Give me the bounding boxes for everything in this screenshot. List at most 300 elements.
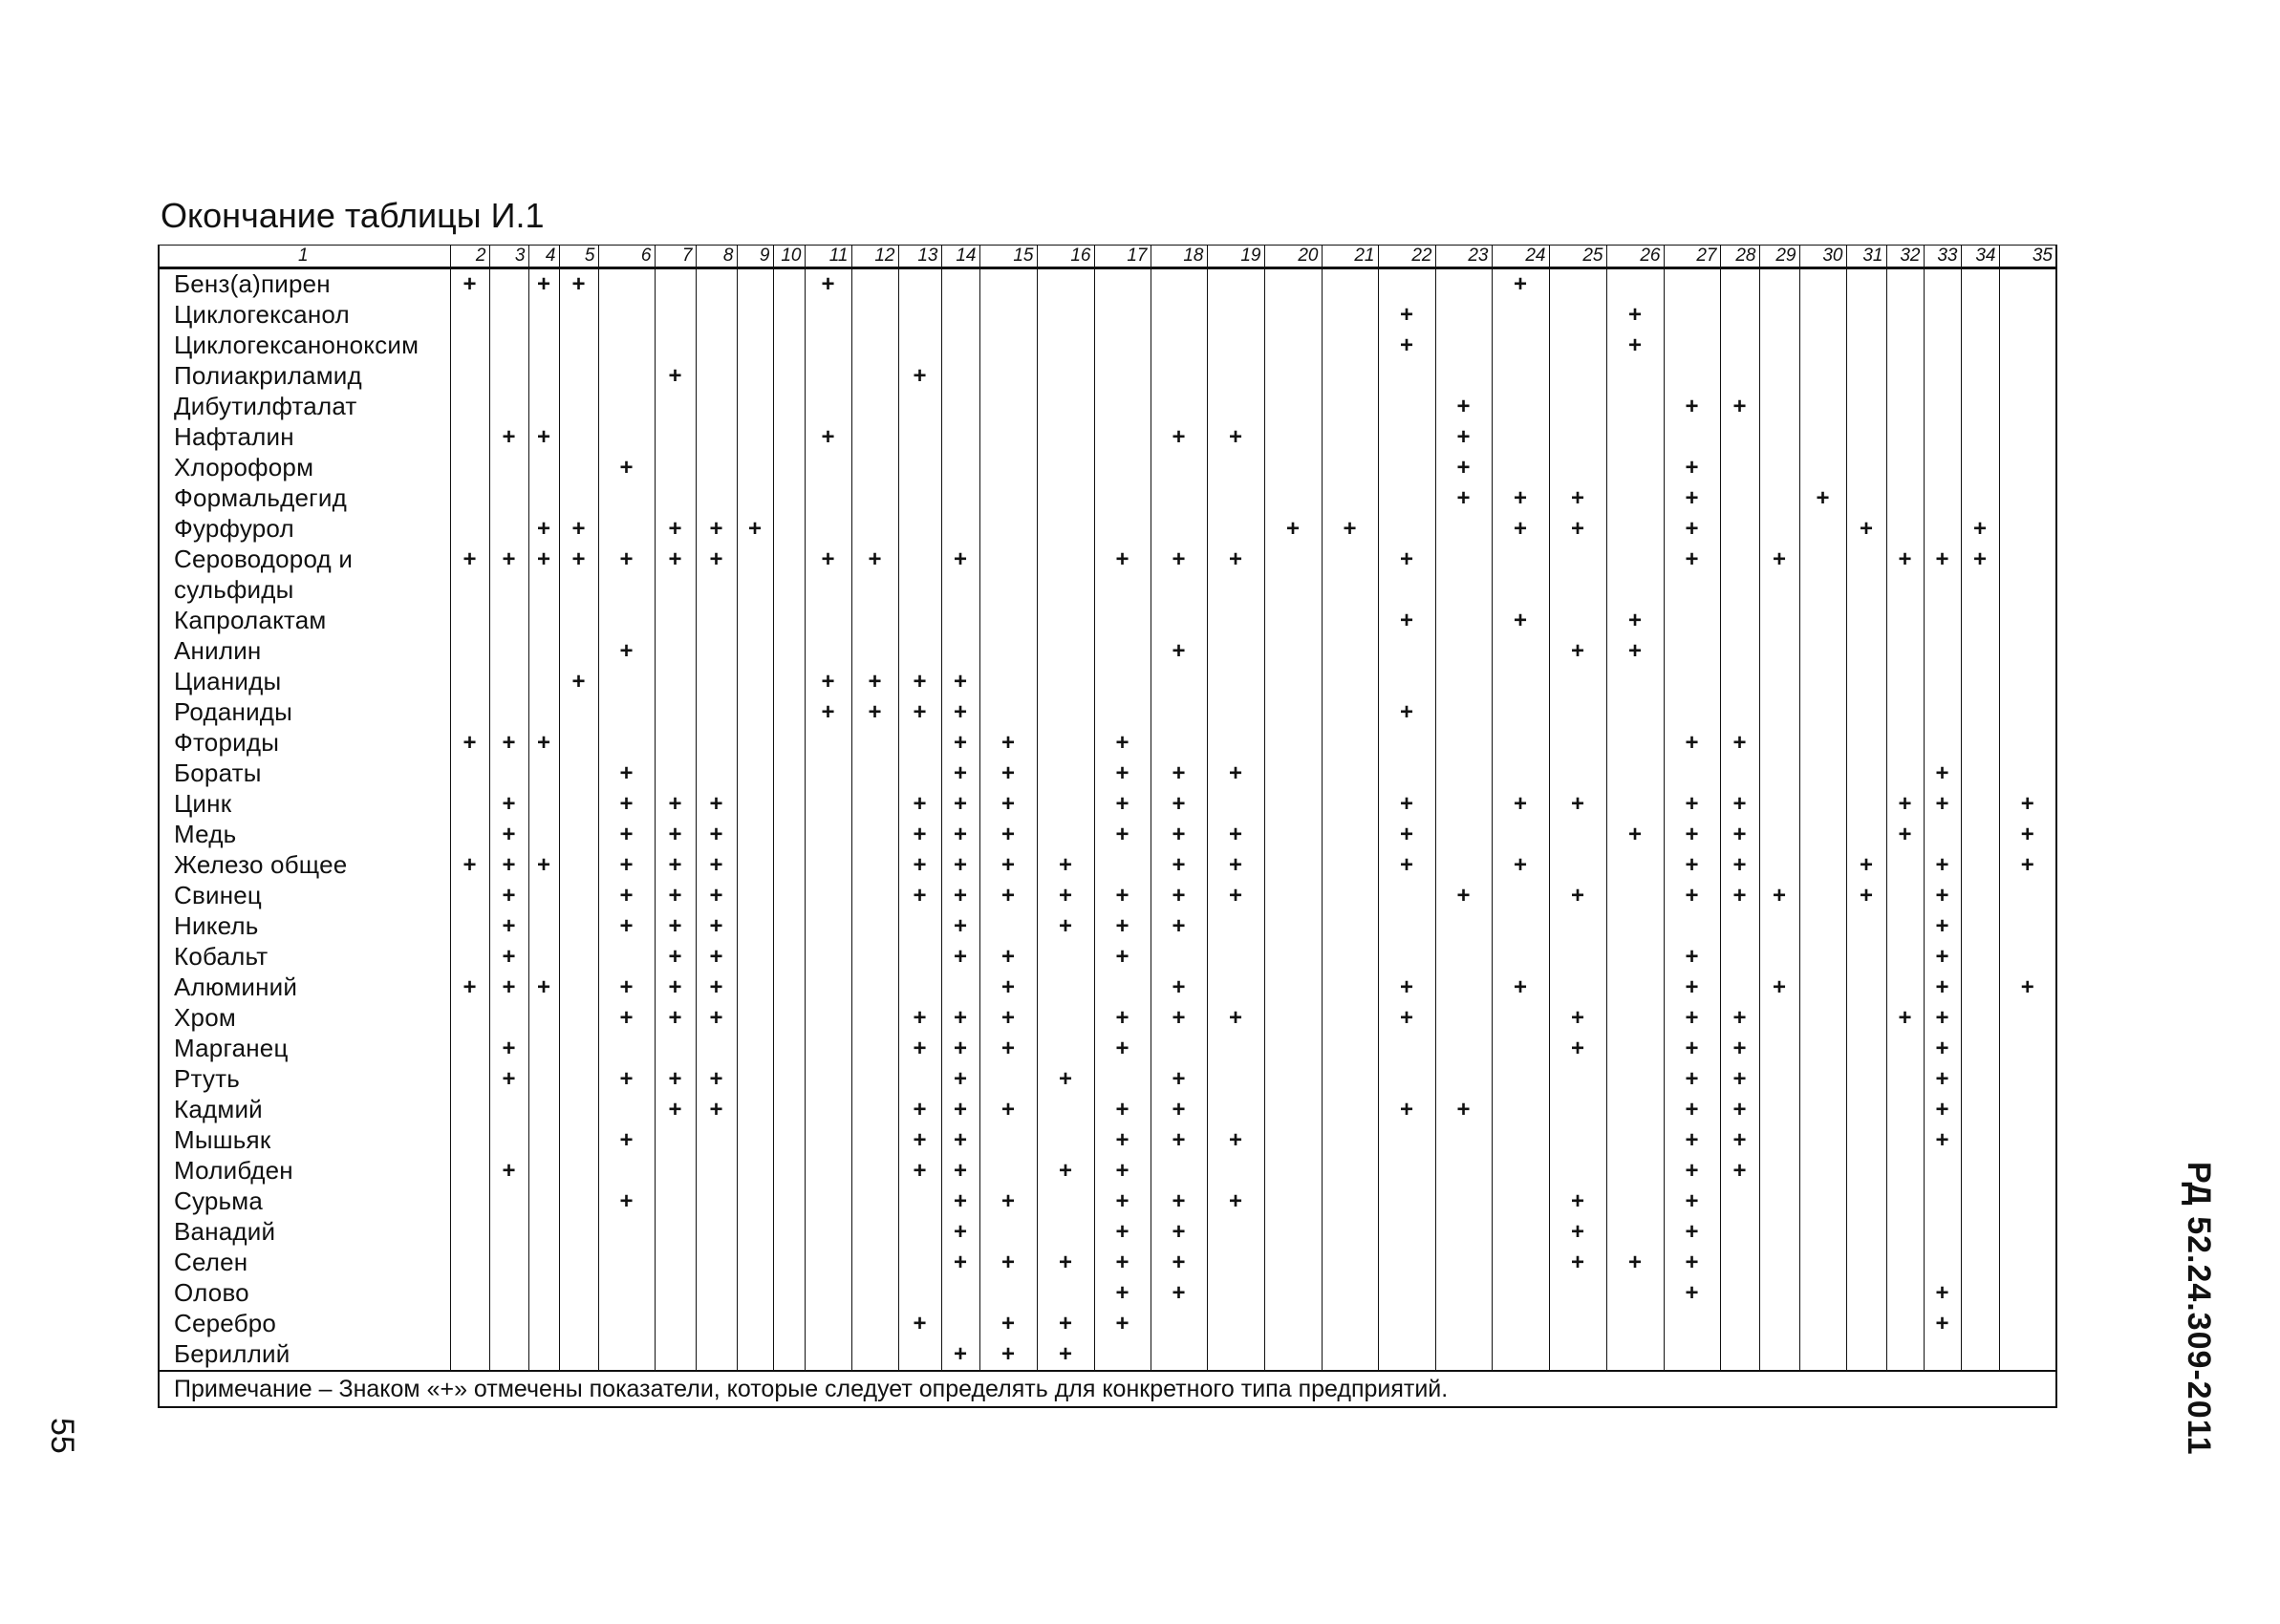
empty-cell (805, 1003, 851, 1034)
empty-cell (898, 268, 941, 301)
empty-cell (1549, 667, 1606, 697)
plus-mark: + (1664, 1034, 1720, 1064)
plus-mark: + (1664, 1003, 1720, 1034)
empty-cell (1606, 422, 1664, 453)
empty-cell (1037, 575, 1094, 606)
empty-cell (851, 300, 898, 331)
empty-cell (1492, 392, 1549, 422)
empty-cell (1886, 483, 1924, 514)
plus-mark: + (805, 545, 851, 575)
empty-cell (696, 697, 737, 728)
empty-cell (737, 331, 773, 361)
empty-cell (1846, 697, 1886, 728)
empty-cell (979, 606, 1037, 636)
empty-cell (1720, 911, 1759, 942)
plus-mark: + (1999, 850, 2056, 881)
empty-cell (528, 361, 559, 392)
empty-cell (1799, 942, 1846, 972)
empty-cell (528, 300, 559, 331)
plus-mark: + (598, 972, 655, 1003)
empty-cell (1435, 1064, 1492, 1095)
plus-mark: + (979, 942, 1037, 972)
empty-cell (1151, 728, 1207, 759)
empty-cell (1999, 1034, 2056, 1064)
empty-cell (1378, 453, 1435, 483)
empty-cell (1207, 911, 1264, 942)
plus-mark: + (1549, 1186, 1606, 1217)
empty-cell (1207, 361, 1264, 392)
empty-cell (1886, 850, 1924, 881)
plus-mark: + (1720, 881, 1759, 911)
empty-cell (941, 422, 979, 453)
plus-mark: + (1094, 1217, 1151, 1248)
empty-cell (1924, 1217, 1961, 1248)
empty-cell (737, 453, 773, 483)
empty-cell (559, 728, 598, 759)
indicator-name: Капролактам (159, 606, 450, 636)
empty-cell (1378, 942, 1435, 972)
empty-cell (598, 483, 655, 514)
plus-mark: + (489, 422, 528, 453)
empty-cell (528, 1003, 559, 1034)
empty-cell (1322, 759, 1378, 789)
plus-mark: + (1886, 820, 1924, 850)
indicator-name: Формальдегид (159, 483, 450, 514)
empty-cell (655, 453, 696, 483)
empty-cell (979, 453, 1037, 483)
empty-cell (528, 1309, 559, 1339)
empty-cell (1720, 361, 1759, 392)
empty-cell (450, 911, 489, 942)
empty-cell (1924, 697, 1961, 728)
empty-cell (1606, 1278, 1664, 1309)
empty-cell (898, 1064, 941, 1095)
plus-mark: + (655, 1003, 696, 1034)
plus-mark: + (528, 268, 559, 301)
indicator-name: Сурьма (159, 1186, 450, 1217)
indicator-name: Дибутилфталат (159, 392, 450, 422)
empty-cell (528, 942, 559, 972)
plus-mark: + (979, 1186, 1037, 1217)
empty-cell (559, 331, 598, 361)
empty-cell (1549, 697, 1606, 728)
plus-mark: + (1151, 1217, 1207, 1248)
document-code: РД 52.24.309-2011 (2181, 1162, 2217, 1456)
empty-cell (1549, 1278, 1606, 1309)
empty-cell (1264, 392, 1322, 422)
plus-mark: + (1606, 1248, 1664, 1278)
empty-cell (489, 331, 528, 361)
table-row (159, 820, 2056, 850)
empty-cell (598, 300, 655, 331)
indicator-name: Бериллий (159, 1339, 450, 1371)
empty-cell (773, 1186, 805, 1217)
empty-cell (1435, 1309, 1492, 1339)
empty-cell (898, 759, 941, 789)
empty-cell (898, 911, 941, 942)
empty-cell (1492, 453, 1549, 483)
empty-cell (1037, 759, 1094, 789)
empty-cell (1961, 759, 1999, 789)
empty-cell (1720, 606, 1759, 636)
empty-cell (655, 300, 696, 331)
empty-cell (1322, 1278, 1378, 1309)
plus-mark: + (450, 268, 489, 301)
empty-cell (1886, 331, 1924, 361)
empty-cell (655, 392, 696, 422)
plus-mark: + (1664, 1278, 1720, 1309)
empty-cell (1961, 1248, 1999, 1278)
empty-cell (1322, 1034, 1378, 1064)
empty-cell (1961, 1278, 1999, 1309)
indicators-table (158, 245, 2057, 1408)
empty-cell (1435, 300, 1492, 331)
plus-mark: + (1924, 1095, 1961, 1125)
empty-cell (1264, 1217, 1322, 1248)
empty-cell (1799, 728, 1846, 759)
indicator-name: Кобальт (159, 942, 450, 972)
plus-mark: + (1094, 1095, 1151, 1125)
empty-cell (1094, 667, 1151, 697)
empty-cell (1799, 392, 1846, 422)
empty-cell (1999, 728, 2056, 759)
empty-cell (559, 759, 598, 789)
column-number: 8 (696, 246, 737, 268)
plus-mark: + (696, 789, 737, 820)
empty-cell (559, 1034, 598, 1064)
empty-cell (1378, 1125, 1435, 1156)
plus-mark: + (898, 850, 941, 881)
table-row (159, 1278, 2056, 1309)
plus-mark: + (528, 850, 559, 881)
empty-cell (1961, 1217, 1999, 1248)
empty-cell (489, 697, 528, 728)
empty-cell (805, 789, 851, 820)
empty-cell (559, 422, 598, 453)
empty-cell (1435, 575, 1492, 606)
plus-mark: + (1094, 1003, 1151, 1034)
empty-cell (598, 361, 655, 392)
empty-cell (1846, 728, 1886, 759)
plus-mark: + (1207, 881, 1264, 911)
plus-mark: + (1378, 331, 1435, 361)
empty-cell (1378, 1248, 1435, 1278)
column-number: 13 (898, 246, 941, 268)
empty-cell (1664, 636, 1720, 667)
plus-mark: + (559, 667, 598, 697)
plus-mark: + (598, 636, 655, 667)
plus-mark: + (655, 850, 696, 881)
empty-cell (1664, 361, 1720, 392)
plus-mark: + (1492, 789, 1549, 820)
empty-cell (1846, 392, 1886, 422)
empty-cell (1799, 361, 1846, 392)
empty-cell (1846, 1309, 1886, 1339)
empty-cell (1961, 1125, 1999, 1156)
empty-cell (1961, 361, 1999, 392)
plus-mark: + (528, 545, 559, 575)
empty-cell (528, 697, 559, 728)
empty-cell (898, 1339, 941, 1371)
plus-mark: + (1606, 636, 1664, 667)
empty-cell (737, 606, 773, 636)
empty-cell (1264, 545, 1322, 575)
plus-mark: + (1924, 850, 1961, 881)
indicator-name: Цианиды (159, 667, 450, 697)
plus-mark: + (898, 789, 941, 820)
empty-cell (1664, 422, 1720, 453)
empty-cell (1759, 453, 1799, 483)
empty-cell (450, 789, 489, 820)
plus-mark: + (1924, 1309, 1961, 1339)
empty-cell (559, 606, 598, 636)
empty-cell (1886, 1095, 1924, 1125)
empty-cell (773, 820, 805, 850)
empty-cell (655, 606, 696, 636)
empty-cell (898, 728, 941, 759)
empty-cell (1886, 361, 1924, 392)
column-number: 9 (737, 246, 773, 268)
empty-cell (851, 789, 898, 820)
empty-cell (1961, 606, 1999, 636)
empty-cell (941, 1278, 979, 1309)
empty-cell (1151, 514, 1207, 545)
empty-cell (1606, 545, 1664, 575)
empty-cell (1961, 268, 1999, 301)
empty-cell (1207, 483, 1264, 514)
empty-cell (1846, 606, 1886, 636)
empty-cell (851, 1217, 898, 1248)
plus-mark: + (1322, 514, 1378, 545)
empty-cell (851, 881, 898, 911)
empty-cell (773, 575, 805, 606)
empty-cell (1606, 1309, 1664, 1339)
empty-cell (559, 1156, 598, 1186)
empty-cell (851, 453, 898, 483)
empty-cell (898, 1217, 941, 1248)
plus-mark: + (1924, 942, 1961, 972)
empty-cell (528, 453, 559, 483)
empty-cell (1799, 697, 1846, 728)
empty-cell (805, 1217, 851, 1248)
column-number: 34 (1961, 246, 1999, 268)
empty-cell (528, 1125, 559, 1156)
empty-cell (1999, 1248, 2056, 1278)
empty-cell (1264, 1095, 1322, 1125)
plus-mark: + (1720, 850, 1759, 881)
empty-cell (1492, 361, 1549, 392)
empty-cell (1322, 453, 1378, 483)
empty-cell (1759, 820, 1799, 850)
empty-cell (1720, 453, 1759, 483)
empty-cell (1924, 268, 1961, 301)
empty-cell (1759, 483, 1799, 514)
plus-mark: + (655, 361, 696, 392)
empty-cell (737, 820, 773, 850)
empty-cell (737, 268, 773, 301)
plus-mark: + (1378, 697, 1435, 728)
empty-cell (696, 331, 737, 361)
plus-mark: + (1664, 392, 1720, 422)
empty-cell (805, 1034, 851, 1064)
empty-cell (1264, 881, 1322, 911)
empty-cell (1492, 697, 1549, 728)
table-row (159, 545, 2056, 575)
table-row (159, 392, 2056, 422)
column-number: 3 (489, 246, 528, 268)
plus-mark: + (941, 1339, 979, 1371)
plus-mark: + (898, 361, 941, 392)
plus-mark: + (489, 1156, 528, 1186)
empty-cell (1720, 1339, 1759, 1371)
empty-cell (1492, 575, 1549, 606)
plus-mark: + (1549, 1003, 1606, 1034)
empty-cell (1606, 1064, 1664, 1095)
plus-mark: + (1664, 1095, 1720, 1125)
plus-mark: + (598, 1186, 655, 1217)
empty-cell (1999, 1309, 2056, 1339)
empty-cell (1886, 1278, 1924, 1309)
empty-cell (489, 606, 528, 636)
empty-cell (805, 1339, 851, 1371)
empty-cell (1606, 1339, 1664, 1371)
empty-cell (1264, 820, 1322, 850)
plus-mark: + (598, 545, 655, 575)
column-number: 25 (1549, 246, 1606, 268)
empty-cell (737, 636, 773, 667)
empty-cell (1492, 1156, 1549, 1186)
empty-cell (489, 1278, 528, 1309)
empty-cell (737, 972, 773, 1003)
plus-mark: + (489, 728, 528, 759)
plus-mark: + (489, 972, 528, 1003)
empty-cell (1207, 1309, 1264, 1339)
plus-mark: + (1094, 1278, 1151, 1309)
empty-cell (450, 636, 489, 667)
empty-cell (1759, 268, 1799, 301)
empty-cell (1606, 575, 1664, 606)
empty-cell (1799, 636, 1846, 667)
empty-cell (1322, 850, 1378, 881)
indicator-name: Полиакриламид (159, 361, 450, 392)
plus-mark: + (898, 1156, 941, 1186)
plus-mark: + (1664, 820, 1720, 850)
plus-mark: + (979, 759, 1037, 789)
plus-mark: + (1094, 1248, 1151, 1278)
plus-mark: + (1846, 881, 1886, 911)
empty-cell (1549, 422, 1606, 453)
empty-cell (559, 942, 598, 972)
empty-cell (450, 1309, 489, 1339)
empty-cell (1606, 667, 1664, 697)
empty-cell (559, 1248, 598, 1278)
empty-cell (1037, 1034, 1094, 1064)
empty-cell (1924, 1339, 1961, 1371)
column-number: 26 (1606, 246, 1664, 268)
plus-mark: + (1664, 881, 1720, 911)
empty-cell (1759, 1309, 1799, 1339)
empty-cell (1037, 453, 1094, 483)
column-number: 2 (450, 246, 489, 268)
plus-mark: + (1664, 728, 1720, 759)
empty-cell (655, 1217, 696, 1248)
plus-mark: + (851, 697, 898, 728)
empty-cell (559, 1003, 598, 1034)
empty-cell (737, 483, 773, 514)
indicator-name: Алюминий (159, 972, 450, 1003)
empty-cell (1094, 361, 1151, 392)
empty-cell (1799, 1278, 1846, 1309)
empty-cell (805, 483, 851, 514)
empty-cell (941, 606, 979, 636)
table-row (159, 300, 2056, 331)
empty-cell (1606, 453, 1664, 483)
plus-mark: + (598, 759, 655, 789)
plus-mark: + (851, 667, 898, 697)
empty-cell (773, 606, 805, 636)
empty-cell (1435, 1156, 1492, 1186)
empty-cell (1886, 514, 1924, 545)
empty-cell (1886, 1217, 1924, 1248)
empty-cell (559, 972, 598, 1003)
empty-cell (1720, 1309, 1759, 1339)
table-row (159, 483, 2056, 514)
plus-mark: + (696, 545, 737, 575)
empty-cell (1961, 453, 1999, 483)
empty-cell (1037, 331, 1094, 361)
empty-cell (655, 1339, 696, 1371)
empty-cell (805, 1186, 851, 1217)
plus-mark: + (489, 545, 528, 575)
empty-cell (1799, 1095, 1846, 1125)
plus-mark: + (1549, 636, 1606, 667)
plus-mark: + (1151, 1064, 1207, 1095)
empty-cell (1322, 575, 1378, 606)
empty-cell (1435, 636, 1492, 667)
empty-cell (1999, 911, 2056, 942)
plus-mark: + (737, 514, 773, 545)
plus-mark: + (655, 942, 696, 972)
empty-cell (1378, 268, 1435, 301)
empty-cell (1435, 1217, 1492, 1248)
empty-cell (1664, 667, 1720, 697)
empty-cell (1720, 545, 1759, 575)
empty-cell (805, 331, 851, 361)
empty-cell (1037, 361, 1094, 392)
plus-mark: + (1151, 820, 1207, 850)
plus-mark: + (450, 545, 489, 575)
plus-mark: + (898, 667, 941, 697)
empty-cell (941, 636, 979, 667)
empty-cell (696, 667, 737, 697)
plus-mark: + (805, 667, 851, 697)
empty-cell (450, 483, 489, 514)
plus-mark: + (598, 881, 655, 911)
empty-cell (773, 942, 805, 972)
empty-cell (696, 636, 737, 667)
empty-cell (979, 268, 1037, 301)
column-number: 24 (1492, 246, 1549, 268)
plus-mark: + (1606, 331, 1664, 361)
empty-cell (450, 697, 489, 728)
empty-cell (1799, 1248, 1846, 1278)
empty-cell (1759, 1064, 1799, 1095)
empty-cell (1435, 1003, 1492, 1034)
empty-cell (1886, 881, 1924, 911)
empty-cell (598, 268, 655, 301)
empty-cell (979, 331, 1037, 361)
empty-cell (737, 1217, 773, 1248)
